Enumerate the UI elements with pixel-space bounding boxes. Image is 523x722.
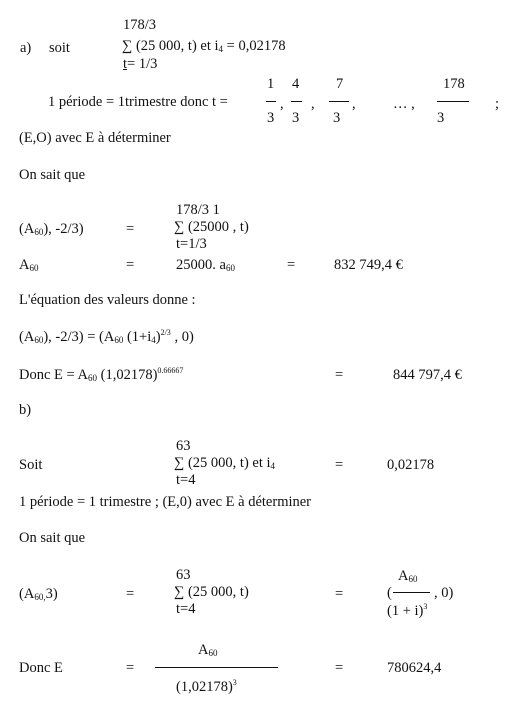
eq2-middle — [176, 257, 235, 273]
b-frac-num-var: A — [398, 568, 409, 584]
donc-sub: 60 — [88, 373, 97, 383]
section-a-label: a) — [20, 40, 32, 56]
eq3-exponent: 2/3 — [160, 328, 171, 337]
eq2-mid-sub: 60 — [225, 263, 235, 273]
eq1-left-pre: (A — [19, 221, 35, 237]
b-donc-denominator — [176, 679, 237, 695]
b-period-text: 1 période = 1 trimestre ; (E,0) avec E à déterminer — [19, 494, 312, 510]
equals-sign: = — [126, 660, 135, 676]
b-eq1-left-post: 3) — [45, 586, 58, 602]
sigma-symbol: ∑ — [174, 584, 185, 600]
rate-value: = 0,02178 — [226, 38, 286, 54]
b-donc-num-var: A — [198, 642, 209, 658]
donc-e-formula — [19, 367, 183, 383]
eo-line: (E,O) avec E à déterminer — [19, 130, 171, 146]
eq3-post: ) — [155, 329, 161, 345]
eq1-upper-limit: 178/3 1 — [176, 202, 220, 218]
b-frac-close: , 0) — [434, 585, 454, 601]
eq1-left-sub: 60 — [34, 227, 44, 237]
b-donc-den-exp: 3 — [232, 678, 237, 687]
eq2-mid-text: 25000. a — [176, 257, 226, 273]
frac3-denominator: 3 — [333, 110, 341, 126]
eq1-body: (25000 , t) — [187, 219, 249, 235]
b-eq1-lower-limit: t=4 — [176, 601, 196, 617]
comma: , — [352, 96, 356, 112]
section-b-label: b) — [19, 402, 32, 418]
donc-e-value: 844 797,4 € — [393, 367, 462, 383]
frac3-bar — [329, 101, 349, 102]
b-on-sait-que: On sait que — [19, 530, 86, 546]
eq3-sub2: 60 — [114, 335, 124, 345]
donc-pre: Donc E = A — [19, 367, 88, 383]
frac3-numerator: 7 — [336, 76, 344, 92]
sum-body: (25 000, t) et i — [135, 38, 219, 54]
sum-upper-limit: 178/3 — [123, 17, 157, 33]
frac2-numerator: 4 — [292, 76, 300, 92]
frac2-bar — [291, 101, 302, 102]
sigma-symbol: ∑ — [174, 219, 185, 235]
equation-values-text: L'équation des valeurs donne : — [19, 292, 196, 308]
equals-sign: = — [335, 586, 344, 602]
equals-sign: = — [335, 660, 344, 676]
equals-sign: = — [335, 367, 344, 383]
b-eq1-left-sub: 60, — [34, 592, 46, 602]
b-sum-upper-limit: 63 — [176, 438, 191, 454]
semicolon: ; — [495, 96, 500, 112]
b-rate-subscript: 4 — [270, 461, 276, 471]
sum-lower-limit — [123, 56, 157, 72]
rate-subscript: 4 — [218, 44, 224, 54]
b-rate-value: 0,02178 — [387, 457, 435, 473]
eq1-left — [19, 221, 84, 237]
b-frac-num-sub: 60 — [408, 574, 418, 584]
section-b-soit: Soit — [19, 457, 43, 473]
b-eq1-summation — [174, 584, 249, 600]
b-summation-formula — [174, 455, 275, 471]
section-a-soit: soit — [49, 40, 70, 56]
equals-sign: = — [287, 257, 296, 273]
b-donc-fraction-bar — [155, 667, 278, 668]
sigma-symbol: ∑ — [122, 38, 133, 54]
eq2-value: 832 749,4 € — [334, 257, 403, 273]
frac-last-numerator: 178 — [443, 76, 465, 92]
b-frac-den-text: (1 + i) — [387, 603, 424, 619]
frac-last-denominator: 3 — [437, 110, 445, 126]
eq2-left-var: A — [19, 257, 30, 273]
sigma-symbol: ∑ — [174, 455, 185, 471]
b-frac-den-exp: 3 — [423, 602, 428, 611]
eq3-sub3: 4 — [151, 335, 156, 345]
equals-sign: = — [335, 457, 344, 473]
b-donc-numerator — [198, 642, 217, 658]
eq3-line — [19, 329, 194, 345]
b-donc-den-text: (1,02178) — [176, 679, 233, 695]
frac2-denominator: 3 — [292, 110, 300, 126]
b-donc-label: Donc E — [19, 660, 63, 676]
frac1-numerator: 1 — [267, 76, 275, 92]
b-eq1-upper-limit: 63 — [176, 567, 191, 583]
b-donc-value: 780624,4 — [387, 660, 442, 676]
b-eq1-body: (25 000, t) — [187, 584, 249, 600]
donc-mid: (1,02178) — [97, 367, 158, 383]
eq2-left — [19, 257, 38, 273]
b-eq1-left — [19, 586, 58, 602]
equals-sign: = — [126, 221, 135, 237]
on-sait-que: On sait que — [19, 167, 86, 183]
eq1-lower-limit: t=1/3 — [176, 236, 207, 252]
period-text: 1 période = 1trimestre donc t = — [48, 94, 228, 110]
eq1-summation — [174, 219, 249, 235]
ellipsis: … , — [393, 96, 415, 112]
eq3-mid2: (1+i — [123, 329, 152, 345]
eq3-mid: ), -2/3) = (A — [43, 329, 115, 345]
frac-last-bar — [437, 101, 469, 102]
sum-lower-rest: = 1/3 — [127, 56, 158, 72]
b-frac-open-paren: ( — [387, 585, 392, 601]
eq3-pre: (A — [19, 329, 35, 345]
b-eq1-left-pre: (A — [19, 586, 35, 602]
b-donc-num-sub: 60 — [208, 648, 218, 658]
b-sum-body: (25 000, t) et i — [187, 455, 271, 471]
comma: , — [311, 96, 315, 112]
summation-formula — [122, 38, 286, 54]
frac1-bar — [266, 101, 276, 102]
eq1-left-post: ), -2/3) — [43, 221, 84, 237]
b-frac-bar — [393, 592, 430, 593]
b-frac-numerator — [398, 568, 417, 584]
b-sum-lower-limit: t=4 — [176, 472, 196, 488]
frac1-denominator: 3 — [267, 110, 275, 126]
equals-sign: = — [126, 257, 135, 273]
donc-exponent: 0.66667 — [157, 366, 184, 375]
eq3-sub1: 60 — [34, 335, 44, 345]
eq2-left-sub: 60 — [29, 263, 39, 273]
equals-sign: = — [126, 586, 135, 602]
b-frac-denominator — [387, 603, 427, 619]
eq3-end: , 0) — [170, 329, 194, 345]
sum-lower-var: t — [123, 56, 128, 72]
comma: , — [280, 96, 284, 112]
